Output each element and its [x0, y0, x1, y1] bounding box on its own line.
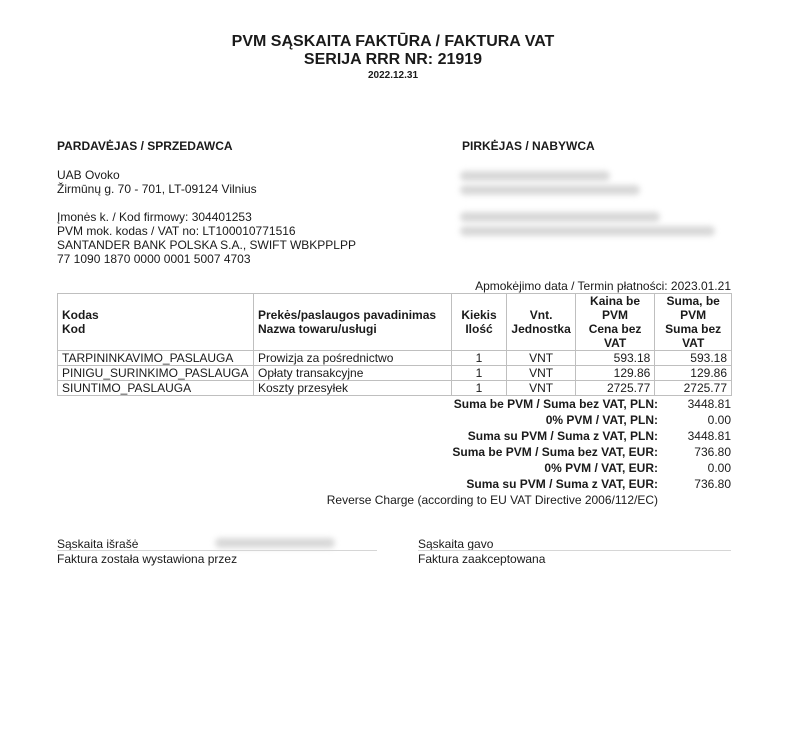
total-net-eur [300, 445, 731, 461]
total-value: 736.80 [694, 477, 731, 491]
cell-name: Prowizja za pośrednictwo [253, 351, 451, 366]
total-value: 736.80 [694, 445, 731, 459]
seller-heading: PARDAVĖJAS / SPRZEDAWCA [57, 139, 233, 153]
total-net-pln [300, 397, 731, 413]
seller-address: Žirmūnų g. 70 - 701, LT-09124 Vilnius [57, 182, 257, 196]
items-table [57, 293, 732, 396]
buyer-heading: PIRKĖJAS / NABYWCA [462, 139, 595, 153]
cell-code: TARPININKAVIMO_PASLAUGA [58, 351, 254, 366]
cell-unit: VNT [507, 351, 575, 366]
cell-sum: 593.18 [655, 351, 732, 366]
cell-qty: 1 [451, 351, 507, 366]
cell-name: Opłaty transakcyjne [253, 366, 451, 381]
payment-due-date: Apmokėjimo data / Termin płatności: 2023.01.21 [475, 279, 731, 293]
cell-price: 2725.77 [575, 381, 655, 396]
received-by-label-pl: Faktura zaakceptowana [418, 552, 546, 566]
total-label: Suma su PVM / Suma z VAT, PLN: [467, 429, 658, 443]
cell-code: SIUNTIMO_PASLAUGA [58, 381, 254, 396]
cell-unit: VNT [507, 381, 575, 396]
invoice-series: SERIJA RRR NR: 21919 [303, 51, 483, 68]
cell-sum: 129.86 [655, 366, 732, 381]
cell-qty: 1 [451, 381, 507, 396]
col-header-code: Kodas Kod [58, 294, 254, 351]
cell-sum: 2725.77 [655, 381, 732, 396]
table-header-row [58, 294, 732, 351]
invoice-date: 2022.12.31 [367, 70, 419, 81]
cell-price: 129.86 [575, 366, 655, 381]
col-header-unit: Vnt. Jednostka [507, 294, 575, 351]
table-row [58, 381, 732, 396]
total-vat-eur [300, 461, 731, 477]
cell-name: Koszty przesyłek [253, 381, 451, 396]
seller-name: UAB Ovoko [57, 168, 120, 182]
col-header-qty: Kiekis Ilość [451, 294, 507, 351]
table-row [58, 351, 732, 366]
total-gross-eur [300, 477, 731, 493]
table-row [58, 366, 732, 381]
issuer-signature-line [57, 550, 377, 551]
total-gross-pln [300, 429, 731, 445]
reverse-charge-note: Reverse Charge (according to EU VAT Directive 2006/112/EC) [326, 493, 658, 507]
total-label: Suma be PVM / Suma bez VAT, EUR: [452, 445, 658, 459]
total-value: 3448.81 [687, 397, 731, 411]
total-label: Suma be PVM / Suma bez VAT, PLN: [453, 397, 658, 411]
col-header-name: Prekės/paslaugos pavadinimas Nazwa towaru/usługi [253, 294, 451, 351]
seller-bank: SANTANDER BANK POLSKA S.A., SWIFT WBKPPLPP [57, 238, 356, 252]
invoice-title: PVM SĄSKAITA FAKTŪRA / FAKTURA VAT [231, 33, 555, 50]
received-by-label-lt: Sąskaita gavo [418, 537, 494, 551]
issued-by-label-pl: Faktura została wystawiona przez [57, 552, 238, 566]
receiver-signature-line [418, 550, 731, 551]
col-header-sum: Suma, be PVM Suma bez VAT [655, 294, 732, 351]
issuer-redacted-name [215, 538, 335, 548]
seller-vat-code: PVM mok. kodas / VAT no: LT100010771516 [57, 224, 296, 238]
seller-account: 77 1090 1870 0000 0001 5007 4703 [57, 252, 251, 266]
cell-qty: 1 [451, 366, 507, 381]
total-value: 3448.81 [687, 429, 731, 443]
total-vat-pln [300, 413, 731, 429]
total-value: 0.00 [707, 461, 731, 475]
cell-price: 593.18 [575, 351, 655, 366]
cell-unit: VNT [507, 366, 575, 381]
seller-company-code: Įmonės k. / Kod firmowy: 304401253 [57, 210, 252, 224]
col-header-price: Kaina be PVM Cena bez VAT [575, 294, 655, 351]
total-value: 0.00 [707, 413, 731, 427]
total-label: Suma su PVM / Suma z VAT, EUR: [466, 477, 658, 491]
issued-by-label-lt: Sąskaita išrašė [57, 537, 139, 551]
cell-code: PINIGU_SURINKIMO_PASLAUGA [58, 366, 254, 381]
total-label: 0% PVM / VAT, PLN: [545, 413, 658, 427]
total-label: 0% PVM / VAT, EUR: [544, 461, 658, 475]
